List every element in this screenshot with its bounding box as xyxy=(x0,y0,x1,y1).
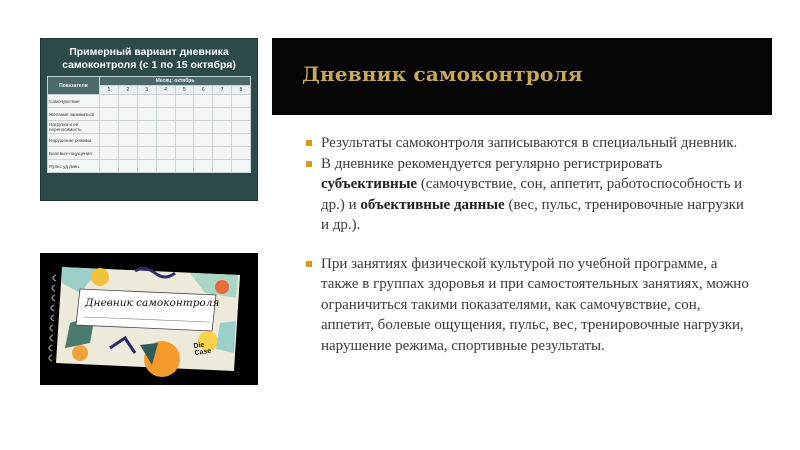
diary-table-title-line2: самоконтроля (с 1 по 15 октября) xyxy=(62,59,236,71)
row-label: Пульс уд./мин. xyxy=(48,160,100,173)
bullet-marker-icon xyxy=(306,140,312,146)
day-header: 5 xyxy=(175,86,194,95)
bullet-text-2a: В дневнике рекомендуется регулярно регистрировать xyxy=(321,155,663,172)
slide-title: Дневник самоконтроля xyxy=(302,62,583,86)
bullet-bold-objective: объективные данные xyxy=(360,196,505,213)
bullet-marker-icon xyxy=(306,161,312,167)
col-indicator-header: Показатели xyxy=(48,77,100,95)
table-row xyxy=(48,121,251,134)
day-header: 2 xyxy=(118,86,137,95)
bullet-item xyxy=(305,254,755,357)
bullet-item xyxy=(305,154,755,236)
day-header: 3 xyxy=(137,86,156,95)
bullet-text-2b: (самочувствие, сон, аппетит, работоспособность и др.) и xyxy=(321,176,743,213)
day-header: 8 xyxy=(232,86,251,95)
bullet-text-1: Результаты самоконтроля записываются в специальный дневник. xyxy=(321,135,738,151)
bullet-text-2c: (вес, пульс, тренировочные нагрузки и др.). xyxy=(321,196,744,233)
notebook-label: Дневник самоконтроля xyxy=(85,297,220,309)
table-row xyxy=(48,160,251,173)
title-bar xyxy=(272,38,772,115)
brand-line1: Die xyxy=(193,341,205,351)
slide-body xyxy=(305,133,755,356)
row-label: Желание заниматься xyxy=(48,108,100,121)
col-month-header: Месяц: октябрь xyxy=(100,77,251,86)
table-row xyxy=(48,108,251,121)
diary-grid xyxy=(47,76,251,173)
row-label: Самочувствие xyxy=(48,95,100,108)
day-header: 4 xyxy=(156,86,175,95)
notebook-photo xyxy=(40,253,258,385)
day-header: 1 xyxy=(100,86,119,95)
day-header: 6 xyxy=(194,86,213,95)
table-row xyxy=(48,95,251,108)
table-row xyxy=(48,147,251,160)
table-row xyxy=(48,134,251,147)
diary-table-title-line1: Примерный вариант дневника xyxy=(69,46,229,58)
brand-line2: Case xyxy=(194,347,212,358)
diary-table-title xyxy=(47,46,251,72)
bullet-marker-icon xyxy=(306,261,312,267)
day-header: 7 xyxy=(213,86,232,95)
diary-table-image xyxy=(40,38,258,201)
bullet-item xyxy=(305,133,755,154)
notebook-illustration xyxy=(40,253,258,385)
row-label: Нагрузка и её переносимость xyxy=(48,121,100,134)
row-label: Нарушение режима xyxy=(48,134,100,147)
bullet-bold-subjective: субъективные xyxy=(321,176,418,192)
bullet-text-3: При занятиях физической культурой по учебной программе, а также в группах здоровья и при самостоятельных занятиях, можно ограничиться такими показателями, как самочувствие, сон, аппетит, болевые ощущения, пульс, вес, тренировочные нагрузки, нарушение режима, спортивные результаты. xyxy=(321,255,749,354)
row-label: Болевые ощущения xyxy=(48,147,100,160)
